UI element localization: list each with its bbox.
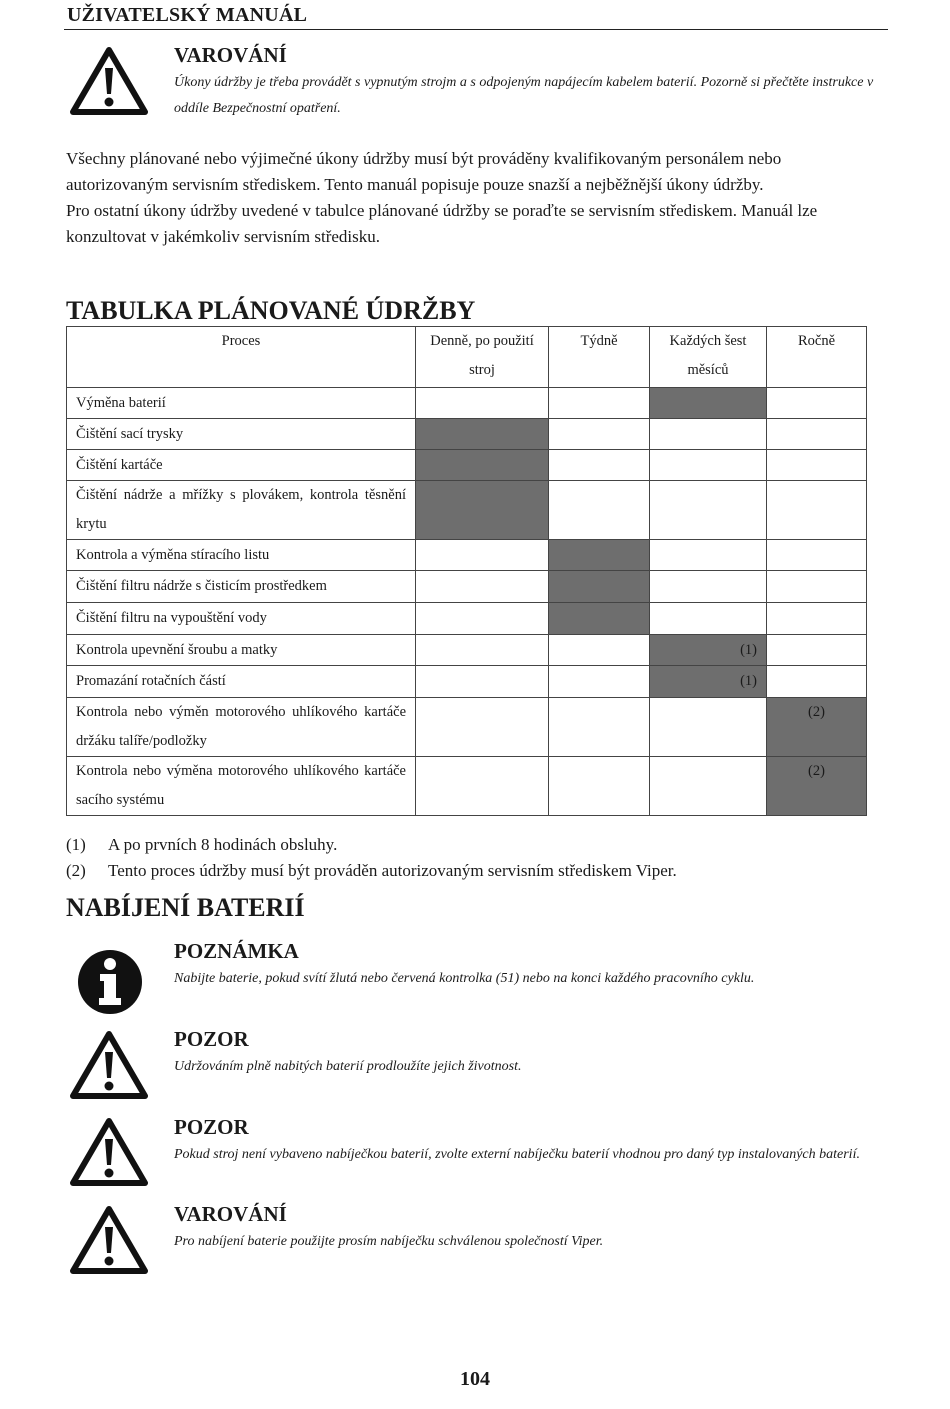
interval-cell (416, 635, 549, 666)
interval-cell (416, 603, 549, 635)
warning-text: Pro nabíjení baterie použijte prosím nabíječku schválenou společností Viper. (174, 1234, 604, 1249)
intro-text (66, 146, 876, 250)
intro-paragraph-2: Pro ostatní úkony údržby uvedené v tabulce plánované údržby se poraďte se servisním střediskem. Manuál lze konzultovat v jakémkoliv servisním středisku. (66, 201, 818, 246)
process-cell: Výměna baterií (67, 388, 416, 419)
interval-cell (767, 666, 867, 698)
maintenance-schedule-table (66, 326, 867, 816)
note-text: Nabijte baterie, pokud svítí žlutá nebo červená kontrolka (51) nebo na konci každého pracovního cyklu. (174, 971, 755, 986)
header-divider (64, 29, 888, 30)
interval-cell-marked (650, 388, 767, 419)
table-row (67, 419, 867, 450)
page-number: 104 (460, 1368, 490, 1390)
interval-cell (549, 419, 650, 450)
table-footnotes (66, 832, 677, 884)
interval-cell (416, 388, 549, 419)
warning-triangle-icon (70, 1030, 148, 1100)
column-header-weekly: Týdně (549, 327, 650, 388)
footnote-text: A po prvních 8 hodinách obsluhy. (108, 835, 338, 854)
process-cell: Kontrola a výměna stíracího listu (67, 540, 416, 571)
process-cell: Kontrola nebo výměna motorového uhlíkového kartáče sacího systému (67, 757, 416, 816)
interval-cell-marked (549, 540, 650, 571)
interval-cell (549, 698, 650, 757)
process-cell: Kontrola upevnění šroubu a matky (67, 635, 416, 666)
footnote-text: Tento proces údržby musí být prováděn autorizovaným servisním střediskem Viper. (108, 861, 677, 880)
interval-cell (416, 666, 549, 698)
interval-cell-marked-note: (2) (767, 698, 867, 757)
charging-title: NABÍJENÍ BATERIÍ (66, 893, 305, 922)
warning-triangle-icon (70, 1205, 148, 1275)
manual-header: UŽIVATELSKÝ MANUÁL (67, 4, 308, 26)
table-row (67, 481, 867, 540)
column-header-process: Proces (67, 327, 416, 388)
interval-cell (416, 757, 549, 816)
interval-cell (549, 450, 650, 481)
interval-cell-marked (416, 481, 549, 540)
column-header-daily: Denně, po použití stroj (416, 327, 549, 388)
interval-cell (767, 571, 867, 603)
schedule-title: TABULKA PLÁNOVANÉ ÚDRŽBY (66, 296, 476, 325)
interval-cell-marked-note: (1) (650, 635, 767, 666)
interval-cell (549, 635, 650, 666)
footnote-2 (66, 858, 677, 884)
interval-cell (650, 757, 767, 816)
footnote-1 (66, 832, 677, 858)
caution-text: Pokud stroj není vybaveno nabíječkou baterií, zvolte externí nabíječku baterií vhodnou pro daný typ instalovaných baterií. (174, 1147, 860, 1162)
table-row (67, 450, 867, 481)
table-row (67, 757, 867, 816)
table-row (67, 635, 867, 666)
info-icon (76, 948, 144, 1016)
process-cell: Čištění kartáče (67, 450, 416, 481)
caution-title: POZOR (174, 1115, 249, 1139)
note-notice (174, 939, 894, 992)
interval-cell (416, 571, 549, 603)
process-cell: Kontrola nebo výměn motorového uhlíkového kartáče držáku talíře/podložky (67, 698, 416, 757)
interval-cell (767, 450, 867, 481)
interval-cell (650, 698, 767, 757)
table-row (67, 698, 867, 757)
interval-cell (650, 603, 767, 635)
warning-notice-bottom (174, 1202, 884, 1255)
table-row (67, 388, 867, 419)
interval-cell-marked-note: (1) (650, 666, 767, 698)
interval-cell-marked-note: (2) (767, 757, 867, 816)
warning-triangle-icon (70, 1117, 148, 1187)
interval-cell (650, 571, 767, 603)
interval-cell (767, 635, 867, 666)
table-row (67, 540, 867, 571)
interval-cell (767, 540, 867, 571)
footnote-number: (1) (66, 835, 86, 854)
table-header-row (67, 327, 867, 388)
interval-cell (549, 757, 650, 816)
interval-cell (549, 666, 650, 698)
column-header-six-months: Každých šest měsíců (650, 327, 767, 388)
interval-cell (549, 388, 650, 419)
caution-notice-2 (174, 1115, 884, 1168)
interval-cell (767, 603, 867, 635)
interval-cell-marked (416, 419, 549, 450)
process-cell: Čištění filtru na vypouštění vody (67, 603, 416, 635)
column-header-yearly: Ročně (767, 327, 867, 388)
interval-cell (767, 481, 867, 540)
process-cell: Čištění sací trysky (67, 419, 416, 450)
warning-notice-top (174, 43, 884, 122)
warning-title: VAROVÁNÍ (174, 43, 287, 67)
interval-cell-marked (549, 603, 650, 635)
process-cell: Čištění filtru nádrže s čisticím prostředkem (67, 571, 416, 603)
process-cell: Promazání rotačních částí (67, 666, 416, 698)
table-row (67, 666, 867, 698)
interval-cell (650, 481, 767, 540)
warning-triangle-icon (70, 46, 148, 116)
interval-cell (650, 419, 767, 450)
interval-cell-marked (549, 571, 650, 603)
interval-cell (650, 540, 767, 571)
table-row (67, 571, 867, 603)
interval-cell (767, 419, 867, 450)
interval-cell-marked (416, 450, 549, 481)
table-row (67, 603, 867, 635)
caution-title: POZOR (174, 1027, 249, 1051)
interval-cell (549, 481, 650, 540)
process-cell: Čištění nádrže a mřížky s plovákem, kontrola těsnění krytu (67, 481, 416, 540)
footnote-number: (2) (66, 861, 86, 880)
interval-cell (767, 388, 867, 419)
caution-text: Udržováním plně nabitých baterií prodloužíte jejich životnost. (174, 1059, 522, 1074)
interval-cell (416, 540, 549, 571)
warning-title: VAROVÁNÍ (174, 1202, 287, 1226)
intro-paragraph-1: Všechny plánované nebo výjimečné úkony údržby musí být prováděny kvalifikovaným personálem nebo autorizovaným servisním střediskem. Tento manuál popisuje pouze snazší a nejběžnější úkony údržby. (66, 149, 782, 194)
interval-cell (650, 450, 767, 481)
caution-notice-1 (174, 1027, 884, 1080)
interval-cell (416, 698, 549, 757)
note-title: POZNÁMKA (174, 939, 299, 963)
warning-text: Úkony údržby je třeba provádět s vypnutým strojm a s odpojeným napájecím kabelem baterií. Pozorně si přečtěte instrukce v oddíle Bezpečnostní opatření. (174, 75, 874, 116)
